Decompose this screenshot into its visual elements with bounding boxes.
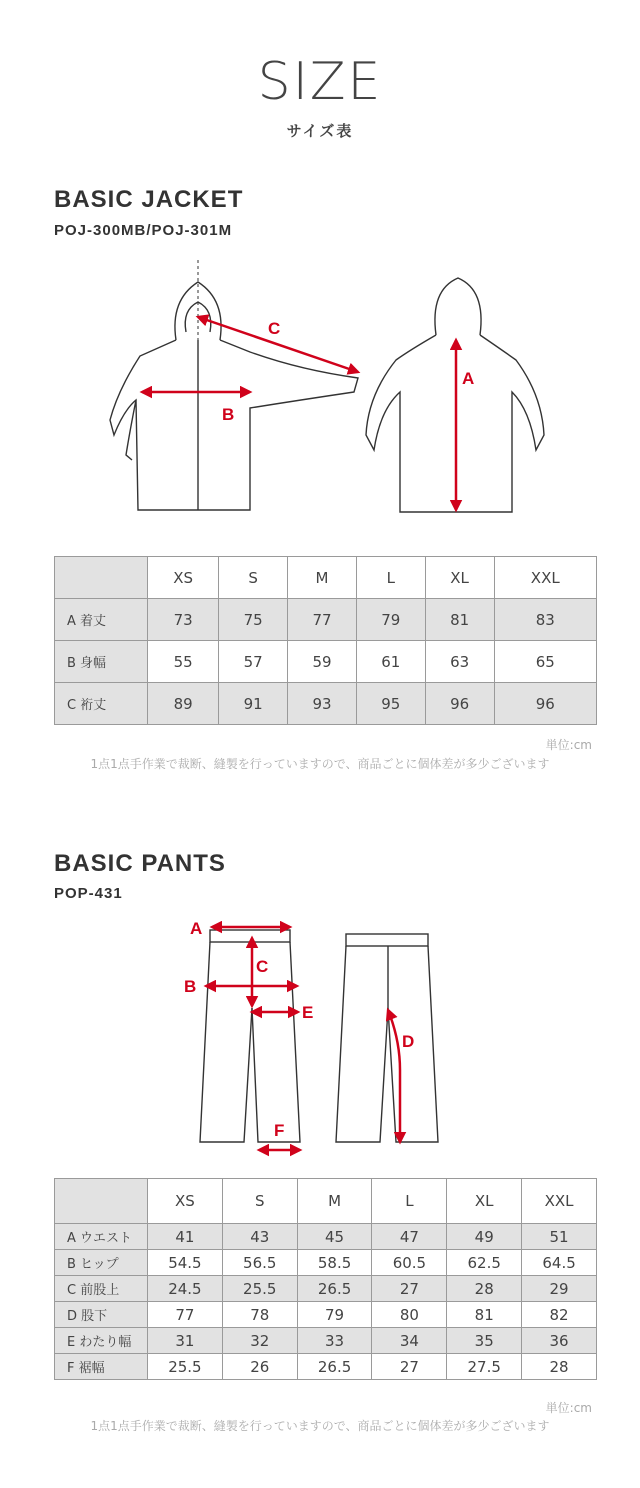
- table-cell: 60.5: [372, 1250, 447, 1276]
- row-label: C 裄丈: [55, 683, 148, 725]
- table-cell: 28: [447, 1276, 522, 1302]
- table-cell: 27: [372, 1276, 447, 1302]
- size-header: M: [288, 557, 357, 599]
- measure-c-label: C: [256, 957, 269, 976]
- measure-f-label: F: [274, 1121, 285, 1140]
- size-header: XXL: [494, 557, 596, 599]
- table-cell: 25.5: [148, 1354, 223, 1380]
- table-cell: 64.5: [522, 1250, 597, 1276]
- table-row: [55, 1302, 597, 1328]
- pants-unit: 単位:cm: [545, 1401, 592, 1415]
- page-subtitle: サイズ表: [286, 122, 354, 140]
- jacket-note: 1点1点手作業で裁断、縫製を行っていますので、商品ごとに個体差が多少ございます: [90, 757, 550, 771]
- table-cell: 77: [148, 1302, 223, 1328]
- table-cell: 47: [372, 1224, 447, 1250]
- table-cell: 43: [222, 1224, 297, 1250]
- size-header: XXL: [522, 1179, 597, 1224]
- table-cell: 59: [288, 641, 357, 683]
- table-cell: 27: [372, 1354, 447, 1380]
- table-cell: 83: [494, 599, 596, 641]
- page-title: SIZE: [257, 52, 383, 112]
- table-row: [55, 1224, 597, 1250]
- size-header: S: [219, 557, 288, 599]
- pants-size-table: [54, 1178, 597, 1380]
- size-header: XS: [148, 1179, 223, 1224]
- jacket-title: BASIC JACKET: [54, 186, 244, 213]
- table-cell: 81: [425, 599, 494, 641]
- table-cell: 79: [297, 1302, 372, 1328]
- table-cell: 33: [297, 1328, 372, 1354]
- table-cell: 25.5: [222, 1276, 297, 1302]
- table-row: [55, 641, 597, 683]
- table-cell: 63: [425, 641, 494, 683]
- jacket-code: POJ-300MB/POJ-301M: [54, 222, 233, 239]
- pants-note: 1点1点手作業で裁断、縫製を行っていますので、商品ごとに個体差が多少ございます: [90, 1419, 550, 1433]
- table-cell: 26: [222, 1354, 297, 1380]
- measure-a-label: A: [190, 919, 203, 938]
- table-cell: 24.5: [148, 1276, 223, 1302]
- jacket-illustration: [0, 260, 640, 530]
- size-header: S: [222, 1179, 297, 1224]
- size-header: XL: [425, 557, 494, 599]
- pants-front-drawing: [200, 930, 300, 1142]
- row-label: D 股下: [55, 1302, 148, 1328]
- pants-title: BASIC PANTS: [54, 850, 226, 877]
- table-cell: 56.5: [222, 1250, 297, 1276]
- table-cell: 96: [494, 683, 596, 725]
- jacket-size-table: [54, 556, 597, 725]
- table-cell: 79: [356, 599, 425, 641]
- row-label: A 着丈: [55, 599, 148, 641]
- measure-c-label: C: [268, 319, 281, 338]
- table-cell: 49: [447, 1224, 522, 1250]
- table-corner: [55, 1179, 148, 1224]
- table-row: [55, 1250, 597, 1276]
- table-cell: 89: [148, 683, 219, 725]
- table-cell: 55: [148, 641, 219, 683]
- measure-d-label: D: [402, 1032, 415, 1051]
- row-label: C 前股上: [55, 1276, 148, 1302]
- size-header: L: [372, 1179, 447, 1224]
- row-label: F 裾幅: [55, 1354, 148, 1380]
- table-cell: 36: [522, 1328, 597, 1354]
- row-label: B ヒップ: [55, 1250, 148, 1276]
- table-row: [55, 1354, 597, 1380]
- measure-a-label: A: [462, 369, 475, 388]
- table-cell: 58.5: [297, 1250, 372, 1276]
- table-row: [55, 683, 597, 725]
- table-cell: 95: [356, 683, 425, 725]
- table-cell: 96: [425, 683, 494, 725]
- table-cell: 81: [447, 1302, 522, 1328]
- measure-b-label: B: [222, 405, 235, 424]
- table-row: [55, 1328, 597, 1354]
- row-label: A ウエスト: [55, 1224, 148, 1250]
- table-cell: 35: [447, 1328, 522, 1354]
- measure-b-label: B: [184, 977, 197, 996]
- table-cell: 28: [522, 1354, 597, 1380]
- table-cell: 65: [494, 641, 596, 683]
- table-cell: 82: [522, 1302, 597, 1328]
- table-cell: 41: [148, 1224, 223, 1250]
- row-label: E わたり幅: [55, 1328, 148, 1354]
- table-cell: 32: [222, 1328, 297, 1354]
- table-cell: 57: [219, 641, 288, 683]
- jacket-unit: 単位:cm: [545, 738, 592, 752]
- size-header: M: [297, 1179, 372, 1224]
- table-cell: 26.5: [297, 1276, 372, 1302]
- table-cell: 78: [222, 1302, 297, 1328]
- measure-e-label: E: [302, 1003, 314, 1022]
- size-header: XL: [447, 1179, 522, 1224]
- pants-illustration: [0, 910, 640, 1160]
- jacket-back-measures: [456, 340, 474, 510]
- table-cell: 93: [288, 683, 357, 725]
- table-cell: 62.5: [447, 1250, 522, 1276]
- table-cell: 54.5: [148, 1250, 223, 1276]
- table-cell: 34: [372, 1328, 447, 1354]
- pants-back-drawing: [336, 934, 438, 1142]
- size-header: L: [356, 557, 425, 599]
- table-cell: 73: [148, 599, 219, 641]
- table-row: [55, 1276, 597, 1302]
- jacket-front-drawing: [110, 260, 358, 510]
- table-cell: 26.5: [297, 1354, 372, 1380]
- row-label: B 身幅: [55, 641, 148, 683]
- table-cell: 51: [522, 1224, 597, 1250]
- table-cell: 29: [522, 1276, 597, 1302]
- table-cell: 27.5: [447, 1354, 522, 1380]
- table-cell: 91: [219, 683, 288, 725]
- table-cell: 77: [288, 599, 357, 641]
- table-cell: 80: [372, 1302, 447, 1328]
- table-cell: 31: [148, 1328, 223, 1354]
- pants-code: POP-431: [54, 885, 123, 902]
- table-corner: [55, 557, 148, 599]
- table-cell: 61: [356, 641, 425, 683]
- size-header: XS: [148, 557, 219, 599]
- table-cell: 75: [219, 599, 288, 641]
- table-cell: 45: [297, 1224, 372, 1250]
- table-row: [55, 599, 597, 641]
